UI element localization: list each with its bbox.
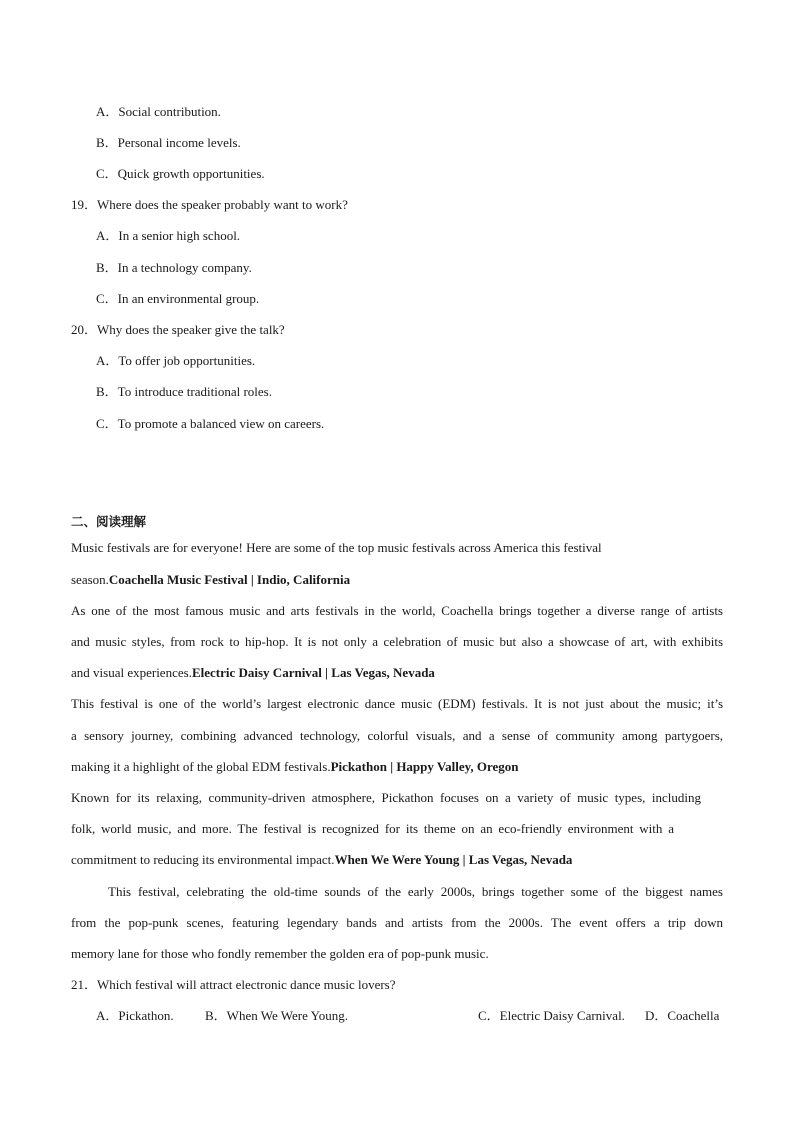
festival-title-wwwy: When We Were Young | Las Vegas, Nevada	[334, 852, 573, 867]
coachella-line-3	[71, 665, 723, 681]
q19-option-a: A．In a senior high school.	[96, 228, 241, 243]
q19-option-b: B．In a technology company.	[96, 260, 252, 275]
festival-title-pickathon: Pickathon | Happy Valley, Oregon	[330, 759, 519, 774]
q20-stem: 20．Why does the speaker give the talk?	[71, 322, 285, 337]
wwwy-line-1: This festival, celebrating the old-time sounds of the early 2000s, brings together some of the biggest names	[108, 884, 723, 899]
q21-option-c: C．Electric Daisy Carnival.	[478, 1008, 625, 1023]
q20-option-b: B．To introduce traditional roles.	[96, 384, 272, 399]
coachella-line-2: and music styles, from rock to hip-hop. It is not only a celebration of music but also a showcase of art, with exhibits	[71, 634, 723, 649]
q19-stem: 19．Where does the speaker probably want to work?	[71, 197, 348, 212]
q18-option-a: A．Social contribution.	[96, 104, 221, 119]
edc-line-1: This festival is one of the world’s largest electronic dance music (EDM) festivals. It is not just about the music; it’s	[71, 696, 723, 711]
edc-line-3-text: making it a highlight of the global EDM festivals.	[71, 759, 331, 774]
q21-stem: 21．Which festival will attract electronic dance music lovers?	[71, 977, 396, 992]
q21-option-a: A．Pickathon.	[96, 1008, 174, 1023]
q21-option-d: D．Coachella	[645, 1008, 720, 1023]
festival-title-coachella: Coachella Music Festival | Indio, California	[108, 572, 351, 587]
q20-option-a: A．To offer job opportunities.	[96, 353, 256, 368]
q20-option-c: C．To promote a balanced view on careers.	[96, 416, 325, 431]
intro-line-2	[71, 572, 723, 588]
pickathon-line-1: Known for its relaxing, community-driven atmosphere, Pickathon focuses on a variety of music types, including	[71, 790, 701, 805]
q19-option-c: C．In an environmental group.	[96, 291, 260, 306]
pickathon-line-3-text: commitment to reducing its environmental impact.	[71, 852, 335, 867]
section-heading: 二、阅读理解	[71, 514, 147, 529]
wwwy-line-2: from the pop-punk scenes, featuring legendary bands and artists from the 2000s. The event offers a trip down	[71, 915, 723, 930]
q18-option-c: C．Quick growth opportunities.	[96, 166, 265, 181]
edc-line-3	[71, 759, 723, 775]
intro-line-1: Music festivals are for everyone! Here are some of the top music festivals across America this festival	[71, 540, 602, 555]
pickathon-line-3	[71, 852, 723, 868]
pickathon-line-2: folk, world music, and more. The festival is recognized for its theme on an eco-friendly environment with a	[71, 821, 674, 836]
intro-season-text: season.	[71, 572, 109, 587]
edc-line-2: a sensory journey, combining advanced technology, colorful visuals, and a sense of community among partygoers,	[71, 728, 723, 743]
coachella-line-1: As one of the most famous music and arts festivals in the world, Coachella brings together a diverse range of artists	[71, 603, 723, 618]
festival-title-edc: Electric Daisy Carnival | Las Vegas, Nevada	[191, 665, 435, 680]
wwwy-line-3: memory lane for those who fondly remember the golden era of pop-punk music.	[71, 946, 489, 961]
coachella-line-3-text: and visual experiences.	[71, 665, 192, 680]
q18-option-b: B．Personal income levels.	[96, 135, 241, 150]
q21-option-b: B．When We Were Young.	[205, 1008, 348, 1023]
